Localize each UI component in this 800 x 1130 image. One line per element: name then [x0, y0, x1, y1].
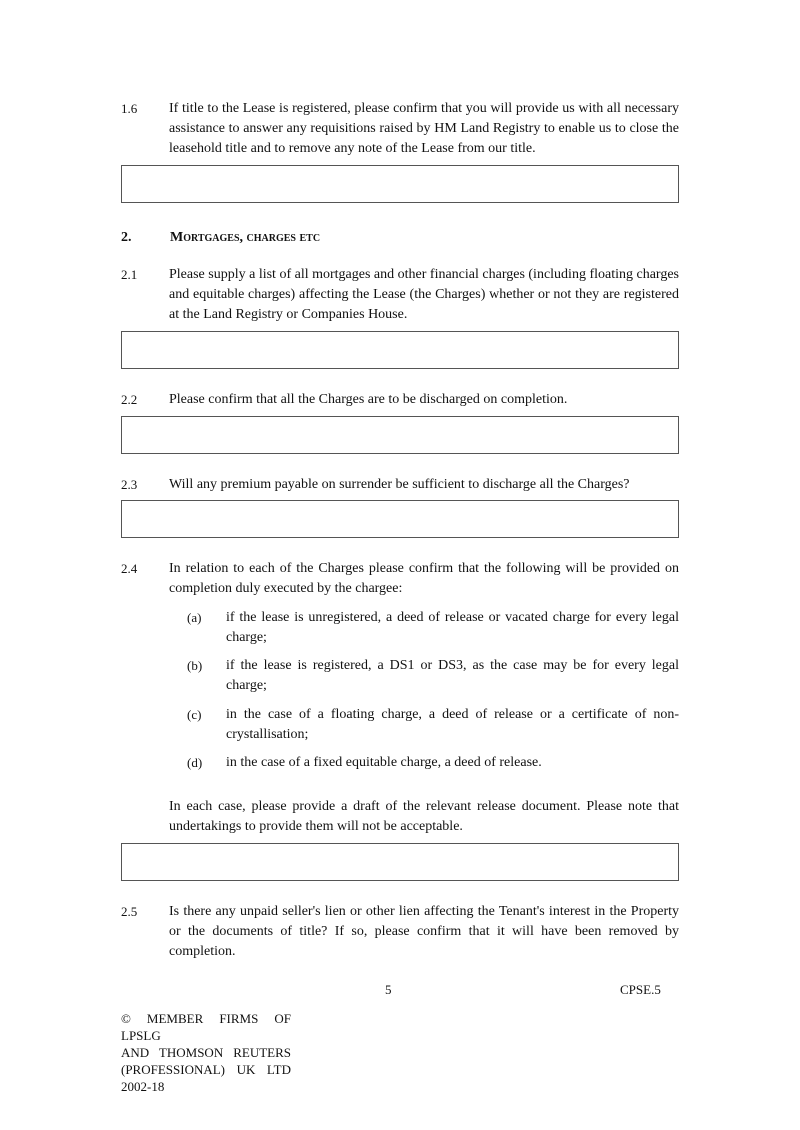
copyright-line: (PROFESSIONAL) UK LTD	[121, 1062, 291, 1077]
section-number: 2.5	[121, 904, 138, 919]
section-2-1	[121, 265, 679, 325]
copyright-notice	[121, 1010, 291, 1095]
section-2-5	[121, 902, 679, 962]
section-number: 2.1	[121, 267, 138, 282]
list-item-text: if the lease is unregistered, a deed of release or vacated charge for every legal charge;	[226, 610, 679, 645]
page-number: 5	[385, 982, 392, 997]
copyright-line: © MEMBER FIRMS OF LPSLG	[121, 1011, 291, 1043]
section-1-6	[121, 99, 679, 159]
list-item-label: (a)	[187, 610, 202, 625]
document-reference: CPSE.5	[620, 982, 661, 997]
section-text: Will any premium payable on surrender be sufficient to discharge all the Charges?	[169, 477, 630, 492]
section-text: Please supply a list of all mortgages and other financial charges (including floating charges and equitable charges) affecting the Lease (the Charges) whether or not they are registered at the Land Registry or Companies House.	[169, 267, 679, 322]
list-item-c	[187, 705, 679, 745]
section-number: 1.6	[121, 101, 138, 116]
list-item-label: (b)	[187, 658, 203, 673]
section-number: 2.3	[121, 477, 138, 492]
answer-box-2-4[interactable]	[121, 843, 679, 881]
section-2-4	[121, 559, 679, 599]
note-text: In each case, please provide a draft of the relevant release document. Please note that undertakings to provide them will not be acceptable.	[169, 799, 679, 834]
list-item-b	[187, 656, 679, 696]
answer-box-2-1[interactable]	[121, 331, 679, 369]
section-text: Is there any unpaid seller's lien or other lien affecting the Tenant's interest in the Property or the documents of title? If so, please confirm that it will have been removed by completion.	[169, 904, 679, 959]
list-item-d	[187, 753, 679, 773]
list-item-text: in the case of a floating charge, a deed of release or a certificate of non-crystallisation;	[226, 707, 679, 742]
section-text: In relation to each of the Charges please confirm that the following will be provided on completion duly executed by the chargee:	[169, 561, 679, 596]
answer-box-1-6[interactable]	[121, 165, 679, 203]
answer-box-2-3[interactable]	[121, 500, 679, 538]
list-item-label: (c)	[187, 707, 202, 722]
list-item-text: if the lease is registered, a DS1 or DS3, as the case may be for every legal charge;	[226, 658, 679, 693]
section-text: Please confirm that all the Charges are to be discharged on completion.	[169, 392, 568, 407]
section-2-2	[121, 390, 679, 410]
heading-number: 2.	[121, 230, 132, 245]
list-item-text: in the case of a fixed equitable charge, a deed of release.	[226, 755, 542, 770]
copyright-line: 2002-18	[121, 1079, 165, 1094]
section-2-3	[121, 475, 679, 495]
section-number: 2.4	[121, 561, 138, 576]
list-item-a	[187, 608, 679, 648]
section-text: If title to the Lease is registered, please confirm that you will provide us with all necessary assistance to answer any requisitions raised by HM Land Registry to enable us to close the leasehold title and to remove any note of the Lease from our title.	[169, 101, 679, 156]
list-item-label: (d)	[187, 755, 203, 770]
heading-title: Mortgages, charges etc	[170, 230, 321, 245]
copyright-line: AND THOMSON REUTERS	[121, 1045, 291, 1060]
section-number: 2.2	[121, 392, 138, 407]
section-2-4-note	[121, 797, 679, 837]
answer-box-2-2[interactable]	[121, 416, 679, 454]
